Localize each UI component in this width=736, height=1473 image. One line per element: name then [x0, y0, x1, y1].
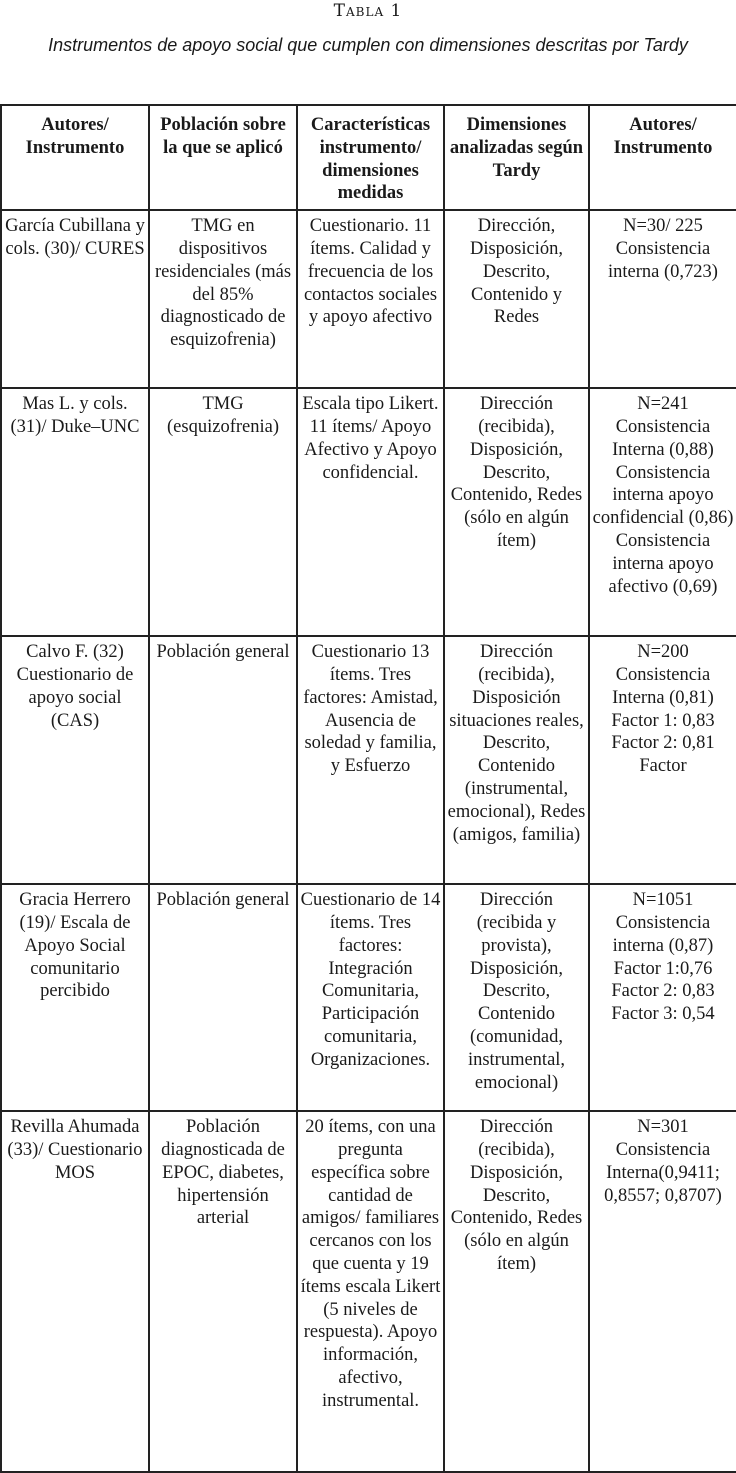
- table-row: [1, 884, 736, 1111]
- table-label: Tabla 1: [333, 1, 403, 21]
- cell-authors: Mas L. y cols. (31)/ Duke–UNC: [1, 388, 149, 636]
- cell-results: N=301 Consistencia Interna(0,9411; 0,8557; 0,8707): [589, 1111, 736, 1472]
- cell-population: TMG en dispositivos residenciales (más del 85% diagnosticado de esquizofrenia): [149, 210, 297, 388]
- cell-results: N=200 Consistencia Interna (0,81) Factor 1: 0,83 Factor 2: 0,81 Factor: [589, 636, 736, 884]
- header-population: Población sobre la que se aplicó: [149, 105, 297, 210]
- cell-dimensions: Dirección (recibida y provista), Disposición, Descrito, Contenido (comunidad, instrumental, emocional): [444, 884, 589, 1111]
- table-row: [1, 1111, 736, 1472]
- header-dimensions: Dimensiones analizadas según Tardy: [444, 105, 589, 210]
- cell-population: Población general: [149, 884, 297, 1111]
- header-authors: Autores/ Instrumento: [1, 105, 149, 210]
- cell-authors: García Cubillana y cols. (30)/ CURES: [1, 210, 149, 388]
- cell-population: Población general: [149, 636, 297, 884]
- cell-characteristics: Cuestionario de 14 ítems. Tres factores: Integración Comunitaria, Participación comunitaria, Organizaciones.: [297, 884, 444, 1111]
- cell-characteristics: Cuestionario 13 ítems. Tres factores: Amistad, Ausencia de soledad y familia, y Esfuerzo: [297, 636, 444, 884]
- cell-results: N=241 Consistencia Interna (0,88) Consistencia interna apoyo confidencial (0,86) Consistencia interna apoyo afectivo (0,69): [589, 388, 736, 636]
- header-characteristics: Características instrumento/ dimensiones medidas: [297, 105, 444, 210]
- cell-results: N=1051 Consistencia interna (0,87) Factor 1:0,76 Factor 2: 0,83 Factor 3: 0,54: [589, 884, 736, 1111]
- cell-authors: Calvo F. (32) Cuestionario de apoyo social (CAS): [1, 636, 149, 884]
- header-authors-2: Autores/ Instrumento: [589, 105, 736, 210]
- table-row: [1, 210, 736, 388]
- cell-dimensions: Dirección (recibida), Disposición, Descrito, Contenido, Redes (sólo en algún ítem): [444, 388, 589, 636]
- cell-population: TMG (esquizofrenia): [149, 388, 297, 636]
- header-row: [1, 105, 736, 210]
- cell-characteristics: Cuestionario. 11 ítems. Calidad y frecuencia de los contactos sociales y apoyo afectivo: [297, 210, 444, 388]
- cell-authors: Revilla Ahumada (33)/ Cuestionario MOS: [1, 1111, 149, 1472]
- table-row: [1, 636, 736, 884]
- cell-dimensions: Dirección (recibida), Disposición situaciones reales, Descrito, Contenido (instrumental, emocional), Redes (amigos, familia): [444, 636, 589, 884]
- table-row: [1, 388, 736, 636]
- cell-characteristics: Escala tipo Likert. 11 ítems/ Apoyo Afectivo y Apoyo confidencial.: [297, 388, 444, 636]
- table-caption: Instrumentos de apoyo social que cumplen con dimensiones descritas por Tardy: [48, 35, 688, 55]
- cell-dimensions: Dirección (recibida), Disposición, Descrito, Contenido, Redes (sólo en algún ítem): [444, 1111, 589, 1472]
- cell-population: Población diagnosticada de EPOC, diabetes, hipertensión arterial: [149, 1111, 297, 1472]
- cell-authors: Gracia Herrero (19)/ Escala de Apoyo Social comunitario percibido: [1, 884, 149, 1111]
- cell-dimensions: Dirección, Disposición, Descrito, Contenido y Redes: [444, 210, 589, 388]
- cell-characteristics: 20 ítems, con una pregunta específica sobre cantidad de amigos/ familiares cercanos con los que cuenta y 19 ítems escala Likert (5 niveles de respuesta). Apoyo información, afectivo, instrumental.: [297, 1111, 444, 1472]
- cell-results: N=30/ 225 Consistencia interna (0,723): [589, 210, 736, 388]
- instruments-table: [0, 104, 736, 1473]
